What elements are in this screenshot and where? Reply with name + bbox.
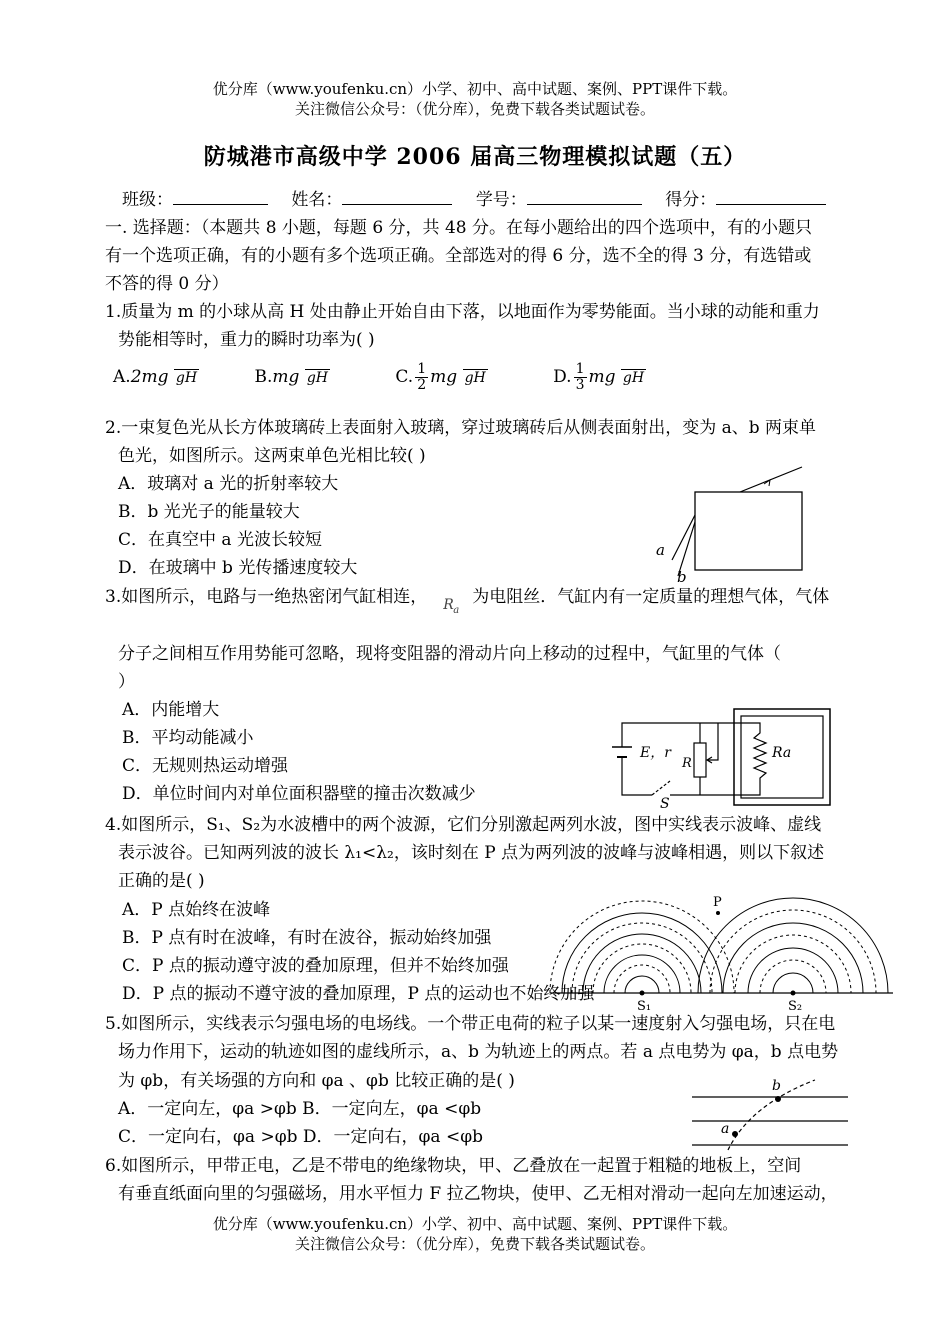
svg-text:P: P [713, 895, 722, 910]
q3-option-a: A．内能增大 [122, 700, 220, 720]
q1-option-d: D. $\frac{1}{3}$ mg gH [553, 361, 645, 393]
section1-intro-line3: 不答的得 0 分） [105, 274, 229, 294]
svg-text:Ra: Ra [772, 745, 792, 761]
label-a: a [656, 541, 665, 559]
name-blank[interactable] [342, 190, 452, 205]
id-blank[interactable] [527, 190, 642, 205]
q2-glass-figure [640, 460, 820, 585]
svg-text:a: a [721, 1121, 730, 1137]
q2-line2: 色光，如图所示。这两束单色光相比较( ) [118, 446, 426, 466]
svg-text:E，r: E，r [640, 745, 671, 761]
q2-option-a: A．玻璃对 a 光的折射率较大 [118, 474, 339, 494]
q1-line2: 势能相等时，重力的瞬时功率为( ) [118, 330, 375, 350]
footer-line-1: 优分库（www.youfenku.cn）小学、初中、高中试题、案例、PPT课件下载。 [212, 1215, 738, 1233]
glass-block [695, 492, 802, 570]
point-b [775, 1096, 781, 1102]
ra-symbol: R a [443, 597, 460, 616]
id-label: 学号： [475, 190, 527, 210]
section1-heading: 一. 选择题： [105, 218, 201, 238]
score-blank[interactable] [716, 190, 826, 205]
q3-line3: ） [118, 672, 135, 692]
source-s1 [640, 991, 645, 996]
footer-line-2: 关注微信公众号：（优分库），免费下载各类试题试卷。 [294, 1235, 655, 1253]
q6-line2: 有垂直纸面向里的匀强磁场，用水平恒力 F 拉乙物块，使甲、乙无相对滑动一起向左加速运动， [118, 1184, 838, 1204]
q4-line2: 表示波谷。已知两列波的波长 λ₁<λ₂，该时刻在 P 点为两列波的波峰与波峰相遇，则以下叙述 [118, 843, 825, 863]
q4-line3: 正确的是( ) [118, 871, 205, 891]
q5-line1: 5.如图所示，实线表示匀强电场的电场线。一个带正电荷的粒子以某一速度射入匀强电场，只在电 [105, 1014, 836, 1034]
svg-text:R: R [682, 756, 692, 771]
source-s2 [791, 991, 796, 996]
q6-line1: 6.如图所示，甲带正电，乙是不带电的绝缘物块，甲、乙叠放在一起置于粗糙的地板上，空间 [105, 1156, 802, 1176]
svg-text:S₂: S₂ [788, 999, 803, 1014]
q2-line1: 2.一束复色光从长方体玻璃砖上表面射入玻璃，穿过玻璃砖后从侧表面射出，变为 a、b 两束单 [105, 418, 817, 438]
q4-wave-figure [548, 868, 898, 1018]
q5-line2: 场力作用下，运动的轨迹如图的虚线所示，a、b 为轨迹上的两点。若 a 点电势为 φa，b 点电势 [118, 1042, 839, 1062]
q3-line1: 3.如图所示，电路与一绝热密闭气缸相连， R a 为电阻丝．气缸内有一定质量的理想气体，气体 [105, 587, 830, 616]
label-b: b [677, 568, 687, 586]
q2-option-d: D．在玻璃中 b 光传播速度较大 [118, 558, 358, 578]
svg-text:b: b [772, 1078, 781, 1094]
student-info [122, 185, 826, 210]
score-label: 得分： [665, 190, 717, 210]
svg-text:S: S [660, 796, 670, 812]
q4-option-c: C．P 点的振动遵守波的叠加原理，但并不始终加强 [122, 956, 509, 976]
q4-option-a: A．P 点始终在波峰 [122, 900, 271, 920]
rheostat-icon [694, 743, 706, 777]
ray-a [672, 515, 695, 560]
incident-ray [740, 467, 802, 492]
heating-wire-icon [735, 723, 766, 795]
q1-option-a: A.2mg gH [113, 367, 198, 387]
section1-intro-line2: 有一个选项正确，有的小题有多个选项正确。全部选对的得 6 分，选不全的得 3 分，有选错或 [105, 246, 812, 266]
q3-option-c: C．无规则热运动增强 [122, 756, 289, 776]
q1-option-b: B.mg gH [254, 367, 328, 387]
class-label: 班级： [122, 190, 173, 210]
q4-option-d: D．P 点的振动不遵守波的叠加原理，P 点的运动也不始终加强 [122, 984, 595, 1004]
q3-circuit-figure [610, 705, 840, 810]
page-title: 防城港市高级中学 2006 届高三物理模拟试题（五） [203, 144, 747, 170]
q5-line3: 为 φb，有关场强的方向和 φa 、φb 比较正确的是( ) [118, 1071, 515, 1091]
q1-options [113, 362, 646, 393]
section1-intro-line1: 一. 选择题：（本题共 8 小题，每题 6 分，共 48 分。在每小题给出的四个选项中，有的小题只 [105, 218, 812, 238]
q2-option-c: C．在真空中 a 光波长较短 [118, 530, 322, 550]
point-a [732, 1131, 738, 1137]
point-p [716, 911, 720, 915]
switch-s [652, 781, 670, 795]
name-label: 姓名： [291, 190, 343, 210]
q5-field-figure [690, 1075, 855, 1150]
header-line-1: 优分库（www.youfenku.cn）小学、初中、高中试题、案例、PPT课件下载。 [212, 80, 738, 98]
q3-option-d: D．单位时间内对单位面积器壁的撞击次数减少 [122, 784, 476, 804]
q3-line2: 分子之间相互作用势能可忽略，现将变阻器的滑动片向上移动的过程中，气缸里的气体（ [118, 644, 781, 664]
q4-option-b: B．P 点有时在波峰，有时在波谷，振动始终加强 [122, 928, 492, 948]
class-blank[interactable] [173, 190, 268, 205]
q2-option-b: B．b 光光子的能量较大 [118, 502, 300, 522]
header-line-2: 关注微信公众号：（优分库），免费下载各类试题试卷。 [294, 100, 655, 118]
q3-option-b: B．平均动能减小 [122, 728, 254, 748]
svg-text:S₁: S₁ [637, 999, 652, 1014]
q4-line1: 4.如图所示，S₁、S₂为水波槽中的两个波源，它们分别激起两列水波，图中实线表示波峰、虚线 [105, 815, 822, 835]
q1-option-c: C. $\frac{1}{2}$ mg gH [395, 361, 486, 393]
q5-options-ab: A．一定向左，φa >φb B．一定向左，φa <φb [118, 1099, 482, 1119]
q1-line1: 1.质量为 m 的小球从高 H 处由静止开始自由下落，以地面作为零势能面。当小球的动能和重力 [105, 302, 820, 322]
q5-options-cd: C．一定向右，φa >φb D．一定向右，φa <φb [118, 1127, 483, 1147]
